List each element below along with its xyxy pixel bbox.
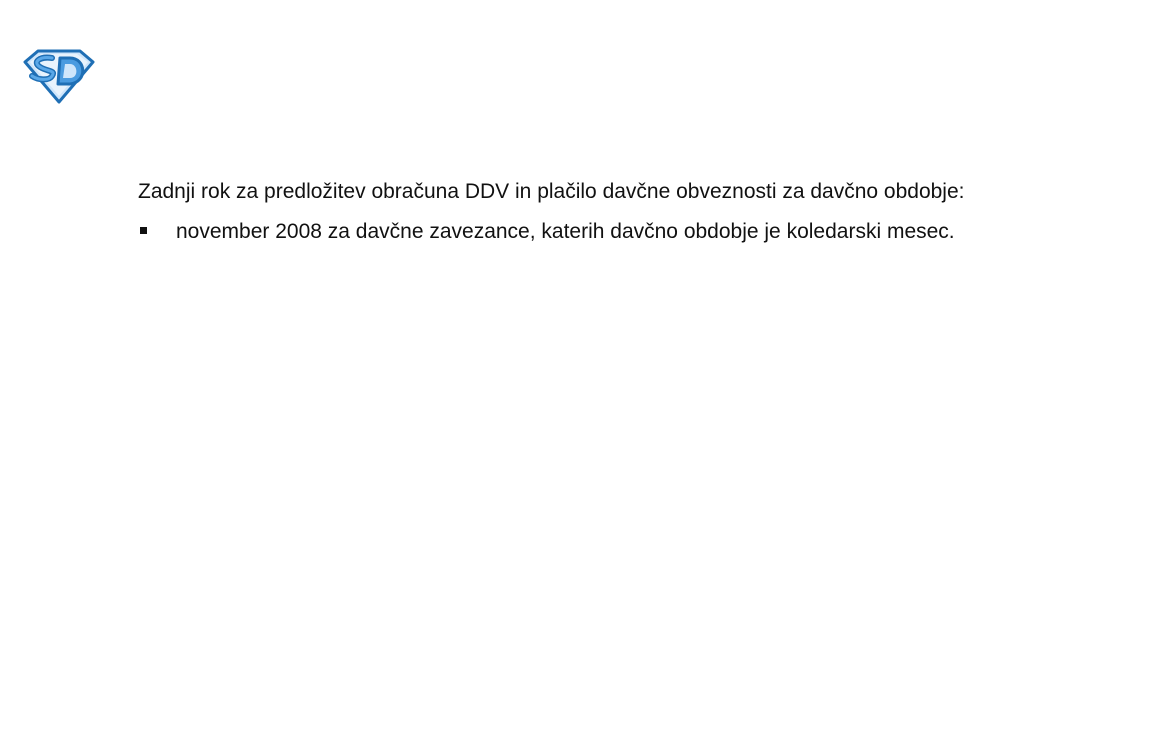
square-bullet-icon — [140, 212, 152, 252]
list-item-text: november 2008 za davčne zavezance, katerih davčno obdobje je koledarski mesec. — [176, 220, 955, 243]
document-body — [138, 172, 1020, 252]
bullet-list — [138, 212, 1020, 252]
list-item — [138, 212, 1020, 252]
sd-logo-icon — [22, 48, 96, 104]
deadline-paragraph: Zadnji rok za predložitev obračuna DDV in plačilo davčne obveznosti za davčno obdobje: — [138, 180, 965, 203]
